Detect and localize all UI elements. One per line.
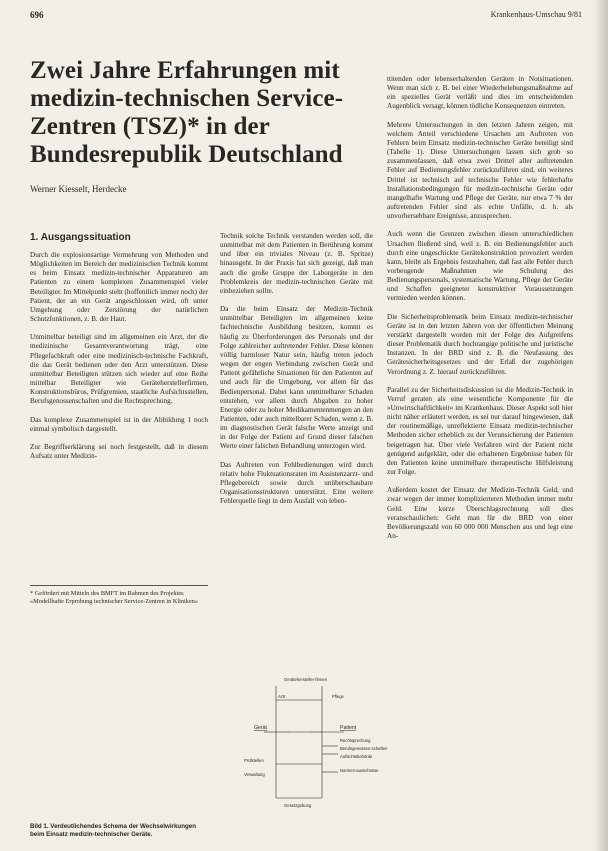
column-3 bbox=[387, 75, 573, 550]
section-heading: 1. Ausgangssituation bbox=[30, 232, 131, 243]
diagram-label-pruefstellen: Prüfstellen bbox=[244, 758, 264, 763]
paragraph: Die Sicherheitsproblematik beim Einsatz medizin-technischer Geräte ist in den letzten Jahren von der öffentlichen Meinung verstärkt dargestellt worden mit der Folge des Aufgreifens dieser Problematik durch hochrangige politische und juristische Instanzen. In der BRD sind z. B. die Neufassung des Gerätesicherheitsgesetzes und der Erlaß der zugehörigen Verordnung z. Z. hierauf zurückzuführen. bbox=[387, 312, 573, 376]
paragraph: Auch wenn die Grenzen zwischen diesen unterschiedlichen Ursachen fließend sind, weil z. B. ein Bedienungsfehler auch durch eine ungeschickte Gerätekonstruktion provoziert werden kann, bleibt als Ergebnis festzuhalten, daß fast alle Fehler durch vorbeugende Maßnahmen wie Schulung des Bedienungspersonals, systematische Wartung, Pflege der Geräte und Schaffen geeigneter konstruktiver Voraussetzungen vermieden werden können. bbox=[387, 230, 573, 303]
paragraph: Da die beim Einsatz der Medizin-Technik unmittelbar Beteiligten im allgemeinen keine fachtechnische Ausbildung besitzen, kommt es häufig zu Überforderungen des Personals und der Folge zahlreicher auftretender Fehler. Diese können völlig harmloser Natur sein, häufig treten jedoch wegen der engen Verbindung zwischen Gerät und Patient gefährliche Situationen für den Patienten auf und auch für die Umgebung, vor allem für das Bedienpersonal. Dabei kann unmittelbarer Schaden entstehen, vor allem durch Abgaben zu hoher Energie oder zu hoher Medikamentenmengen an den Patienten, oder auch mittelbarer Schaden, wenn z. B. im diagnostischen Gerät falsche Werte anzeigt und in der Folge der Patient auf Grund dieser falschen Werte einer falschen Behandlung unterzogen wird. bbox=[220, 305, 373, 451]
author-line: Werner Kiesselt, Herdecke bbox=[30, 184, 127, 194]
page-edge-shadow bbox=[594, 0, 608, 851]
paragraph: Unmittelbar beteiligt sind im allgemeinen ein Arzt, der die medizinische Gesamtverantwortung trägt, eine Pflegefachkraft oder eine medizinisch-technische Fachkraft, die das Gerät bedienen oder den Arzt unterstützen. Diese unmittelbar Beteiligten stützen sich wieder auf eine Reihe mittelbar Beteiligter wie Geräteherstellerfirmen, Konstruktionsbüros, Prüfgremien, staatliche Aufsichtsstellen, Berufsgenossenschaften und die Rechtsprechung. bbox=[30, 333, 208, 406]
paragraph: Das Auftreten von Fehlbedienungen wird durch relativ hohe Fluktuationsraten im Assistenzarzt- und Pflegebereich sowie durch unüberschaubare Organisationsstrukturen unterstützt. Eine weitere Fehlerquelle liegt in dem Ausfall von leben- bbox=[220, 460, 373, 506]
diagram-label-rechtsprechung: Rechtsprechung bbox=[340, 738, 371, 743]
diagram-label-verwaltung: Verwaltung bbox=[244, 772, 265, 777]
diagram-label-geraet: Gerät bbox=[254, 725, 267, 731]
diagram-label-normen: Normen-ausschüsse bbox=[340, 768, 379, 773]
paragraph: Zur Begriffserklärung sei noch festgestellt, daß in diesem Aufsatz unter Medizin- bbox=[30, 442, 208, 460]
diagram-label-arzt: Arzt bbox=[278, 694, 286, 699]
paragraph: ttitenden oder lebenserhaltenden Geräten in Notsituationen. Wenn man sich z. B. bei einer Wiederbelebungsmaßnahme auf ein spezielles Gerät verläßt und dies im entscheidenden Augenblick versagt, können tödliche Konsequenzen eintreten. bbox=[387, 75, 573, 111]
diagram-label-pflege: Pflege bbox=[332, 694, 344, 699]
diagram-label-berufsgenossen: Berufsgenossen-schaften bbox=[340, 746, 388, 751]
diagram-label-top: Gerätehersteller-firmen bbox=[284, 677, 328, 682]
interaction-diagram bbox=[240, 672, 388, 822]
diagram-label-aufsicht: Aufsichtsbehörde bbox=[340, 754, 373, 759]
footnote: * Gefördert mit Mitteln des BMFT im Rahmen des Projektes »Modellhafte Erprobung technischer Service-Zentren in Kliniken« bbox=[30, 585, 208, 606]
figure-caption: Bild 1. Verdeutlichendes Schema der Wechselwirkungen beim Einsatz medizin-technischer Geräte. bbox=[30, 823, 196, 838]
paragraph: Parallel zu der Sicherheitsdiskussion ist die Medizin-Technik in Verruf geraten als eine wesentliche Komponente für die »Unwirtschaftlichkeit« im Krankenhaus. Dieser Aspekt soll hier nicht näher erläutert werden, es sei nur darauf hingewiesen, daß der routinemäßige, unreflektierte Einsatz medizin-technischer Methoden sicher erheblich zu der Verunsicherung der Patienten beigetragen hat. Über viele Verfahren wird der Patient nicht genügend aufgeklärt, oder die erhaltenen Ergebnisse haben für den Patienten keine unmittelbare therapeutische Hilfsleistung zur Folge. bbox=[387, 385, 573, 477]
paragraph: Technik solche Technik verstanden werden soll, die unmittelbar mit dem Patienten in Berührung kommt und über ein triviales Niveau (z. B. Spritze) hinausgeht. In der Praxis hat sich gezeigt, daß man auch die große Gruppe der Laborgeräte in den Problemkreis der medizin-technischen Geräte mit einbeziehen sollte. bbox=[220, 232, 373, 295]
paragraph: Mehrere Untersuchungen in den letzten Jahren zeigen, mit welchem Anteil verschiedene Ursachen am Auftreten von Fehlern beim Einsatz medizin-technischer Geräte beteiligt sind (Tabelle 1). Diese Untersuchungen lassen sich grob so zusammenfassen, daß etwa zwei Drittel aller auftretenden Fehler auf Bedienungsfehler zurückzuführen sind, ein weiteres Drittel ist technisch auf technische Fehler wie fehlerhafte Installationsbedingungen für medizin-technische Geräte oder mangelhafte Wartung und Pflege der Geräte, nur etwa 7 % der auftretenden Fehler sind als echte Unfälle, d. h. als unvorhersehbare Ereignisse, anzusprechen. bbox=[387, 120, 573, 221]
article-title: Zwei Jahre Erfahrungen mit medizin-technischen Service-Zentren (TSZ)* in der Bundesrepublik Deutschland bbox=[30, 57, 344, 168]
paragraph: Das komplexe Zusammenspiel ist in der Abbildung 1 noch einmal symbolisch dargestellt. bbox=[30, 415, 208, 433]
diagram-label-bottom: Gesetzgebung bbox=[284, 803, 312, 808]
page-number: 696 bbox=[30, 10, 44, 20]
column-2 bbox=[220, 232, 373, 515]
column-1 bbox=[30, 232, 208, 470]
diagram-label-patient: Patient bbox=[340, 725, 357, 731]
paragraph: Außerdem kostet der Einsatz der Medizin-Technik Geld, und zwar wegen der immer komplizierteren Methoden immer mehr Geld. Eine kurze Überschlagsrechnung soll dies veranschaulichen: Geht man für die BRD von einer Bevölkerungszahl von 60 000 000 Menschen aus und legt eine An- bbox=[387, 486, 573, 541]
running-head: Krankenhaus-Umschau 9/81 bbox=[490, 10, 582, 19]
paragraph: Durch die explosionsartige Vermehrung von Methoden und Möglichkeiten im Bereich der medizinischen Technik kommt es beim Einsatz medizin-technischer Apparaturen am Patienten zu einem komplexen Zusammenspiel vieler Beteiligter. Im Mittelpunkt steht (hoffentlich immer noch) der Patient, der an ein Gerät angeschlossen wird, oft unter Umgehung oder Zerstörung der natürlichen Schutzfunktionen, z. B. der Haut. bbox=[30, 251, 208, 324]
